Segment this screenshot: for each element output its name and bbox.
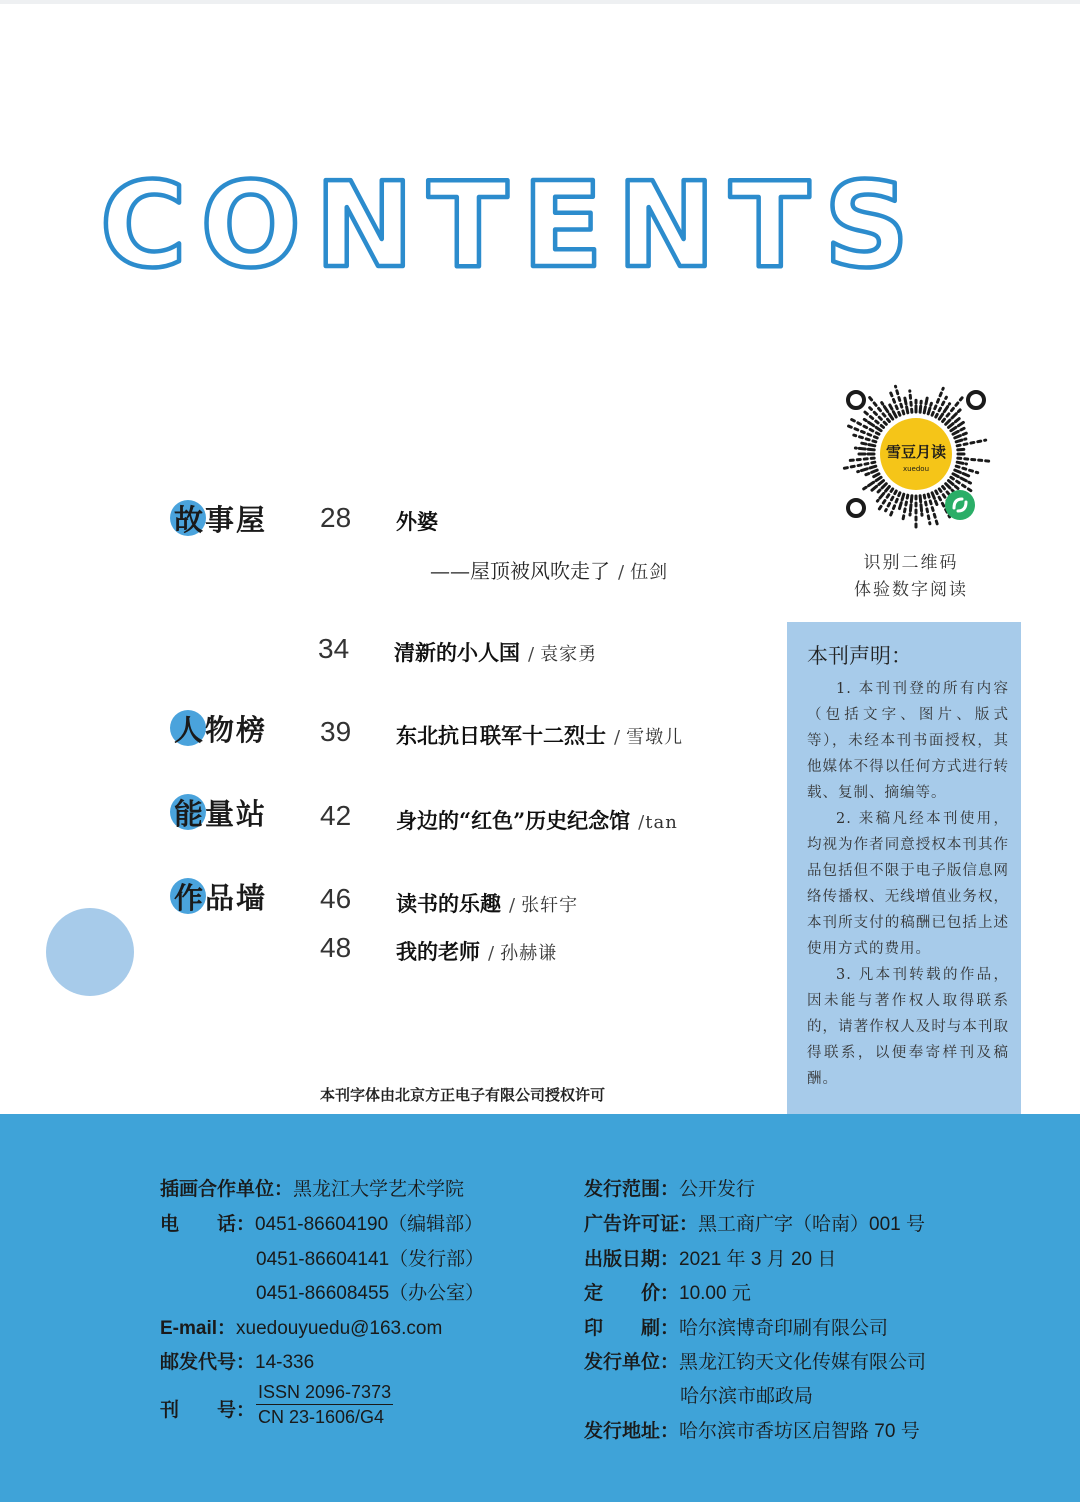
- issn-block: [256, 1382, 393, 1428]
- info-key: 广告许可证：: [584, 1214, 699, 1235]
- article-author: 袁家勇: [540, 644, 598, 665]
- info-value: 哈尔滨博奇印刷有限公司: [679, 1318, 889, 1339]
- info-value: 2021 年 3 月 20 日: [679, 1249, 837, 1270]
- declaration-paragraph: 1. 本刊刊登的所有内容（包括文字、图片、版式等），未经本刊书面授权，其他媒体不得以任何方式进行转载、复制、摘编等。: [807, 681, 1009, 801]
- issn-number: ISSN 2096-7373: [256, 1382, 393, 1405]
- article-title: 清新的小人国: [394, 640, 520, 665]
- info-key: 发行范围：: [584, 1179, 680, 1200]
- article-entry[interactable]: [396, 720, 683, 750]
- page-number: 28: [320, 502, 352, 533]
- info-value: 黑龙江大学艺术学院: [293, 1179, 465, 1200]
- qr-ray: [905, 398, 908, 413]
- info-value: 黑工商广字（哈南）001 号: [698, 1214, 925, 1235]
- publication-info-footer: [0, 1114, 1080, 1502]
- decorative-circle: [46, 908, 134, 996]
- article-author: 雪墩儿: [626, 727, 684, 748]
- distribution-scope-row: [584, 1174, 755, 1201]
- info-value: 0451-86604141（发行部）: [256, 1249, 485, 1270]
- ad-license-row: [584, 1209, 925, 1236]
- qr-ray: [924, 397, 927, 413]
- section-people: [170, 706, 267, 750]
- illustration-partner-row: [160, 1174, 464, 1201]
- info-value: 0451-86608455（办公室）: [256, 1283, 485, 1304]
- info-key: 出版日期：: [584, 1249, 680, 1270]
- info-value: 黑龙江钧天文化传媒有限公司: [679, 1352, 927, 1373]
- font-license-note: 本刊字体由北京方正电子有限公司授权许可: [320, 1087, 606, 1104]
- publisher-row: [584, 1347, 926, 1374]
- qr-logo-sub: xuedou: [902, 465, 930, 473]
- section-works-wall: [170, 874, 267, 918]
- article-title: 外婆: [396, 509, 438, 534]
- info-value: 哈尔滨市邮政局: [680, 1386, 814, 1407]
- qr-caption-line2: 体验数字阅读: [854, 580, 968, 600]
- section-label: 能量站: [174, 796, 268, 831]
- author-separator: /: [488, 943, 495, 964]
- page-number: 42: [320, 800, 352, 831]
- phone-row: [256, 1244, 484, 1271]
- section-label: 作品墙: [174, 880, 268, 915]
- email-link: xuedouyuedu@163.com: [236, 1318, 443, 1339]
- price-row: [584, 1278, 751, 1305]
- page-number: 48: [320, 932, 352, 963]
- article-subtitle-line: [430, 555, 668, 584]
- info-key: 刊 号：: [160, 1400, 256, 1421]
- article-author: 孙赫谦: [500, 943, 558, 964]
- qr-logo-text: 雪豆月读: [885, 443, 947, 461]
- email-row[interactable]: [160, 1313, 442, 1340]
- article-title: 读书的乐趣: [396, 891, 501, 916]
- qr-caption-line1: 识别二维码: [863, 553, 959, 573]
- wechat-mini-program-icon: [945, 490, 975, 520]
- author-separator: /: [638, 812, 645, 833]
- qr-finder-mark: [848, 392, 864, 408]
- info-value: 14-336: [255, 1352, 315, 1373]
- section-energy-station: [170, 790, 267, 834]
- qr-ray: [957, 462, 966, 464]
- phone-row: [256, 1278, 484, 1305]
- article-author: 伍剑: [630, 562, 669, 583]
- qr-ray: [848, 458, 875, 461]
- declaration-title: 本刊声明：: [807, 644, 912, 668]
- qr-ray: [958, 449, 966, 450]
- declaration-paragraph: 2. 来稿凡经本刊使用，均视为作者同意授权本刊其作品包括但不限于电子版信息网络传播权、无线增值业务权，本刊所支付的稿酬已包括上述使用方式的费用。: [807, 811, 1009, 957]
- info-key: 邮发代号：: [160, 1352, 256, 1373]
- qr-ray: [928, 403, 931, 414]
- top-edge-strip: [0, 0, 1080, 4]
- article-title: 东北抗日联军十二烈士: [396, 723, 606, 748]
- cn-number: CN 23-1606/G4: [258, 1407, 385, 1427]
- qr-ray: [924, 495, 930, 524]
- article-entry[interactable]: [396, 805, 678, 835]
- qr-ray: [889, 493, 900, 519]
- info-key: 电 话：: [160, 1214, 256, 1235]
- qr-ray: [862, 443, 875, 446]
- info-value: 哈尔滨市香坊区启智路 70 号: [679, 1421, 920, 1442]
- postal-code-row: [160, 1347, 314, 1374]
- article-title: 我的老师: [396, 939, 480, 964]
- info-key: 定 价：: [584, 1283, 680, 1304]
- qr-ray: [872, 474, 879, 478]
- article-title: 身边的“红色”历史纪念馆: [396, 808, 631, 833]
- info-key: 发行地址：: [584, 1421, 680, 1442]
- info-key: 发行单位：: [584, 1352, 680, 1373]
- declaration-paragraph: 3. 凡本刊转载的作品，因未能与著作权人取得联系的，请著作权人及时与本刊取得联系，以便奉寄样刊及稿酬。: [807, 967, 1009, 1087]
- section-story-house: [170, 496, 267, 540]
- info-key: E-mail：: [160, 1318, 237, 1339]
- info-value: 10.00 元: [679, 1283, 751, 1304]
- qr-ray: [920, 496, 922, 515]
- page-number: 34: [318, 633, 350, 664]
- section-label: 人物榜: [174, 712, 268, 747]
- page-number: 46: [320, 883, 352, 914]
- article-entry[interactable]: [396, 888, 578, 918]
- author-separator: /: [528, 644, 535, 665]
- qr-ray: [920, 401, 921, 412]
- printer-row: [584, 1313, 888, 1340]
- article-author: tan: [645, 812, 678, 833]
- address-row: [584, 1416, 920, 1443]
- article-entry[interactable]: [394, 637, 597, 667]
- section-label: 故事屋: [174, 502, 268, 537]
- qr-ray: [855, 448, 874, 450]
- author-separator: /: [618, 562, 625, 583]
- article-entry[interactable]: [396, 506, 438, 536]
- author-separator: /: [509, 895, 516, 916]
- article-author: 张轩宇: [521, 895, 579, 916]
- qr-ray: [958, 458, 990, 461]
- info-key: 印 刷：: [584, 1318, 680, 1339]
- qr-ray: [910, 391, 912, 412]
- phone-row: [160, 1209, 483, 1236]
- article-entry[interactable]: [396, 936, 557, 966]
- contents-title: [96, 160, 946, 280]
- qr-ray: [956, 439, 966, 442]
- issue-number-row: [160, 1395, 255, 1422]
- info-key: 插画合作单位：: [160, 1179, 294, 1200]
- author-separator: /: [614, 727, 621, 748]
- contents-title-text: CONTENTS: [100, 160, 923, 280]
- qr-finder-mark: [848, 500, 864, 516]
- declaration-box: [787, 622, 1021, 1114]
- publish-date-row: [584, 1244, 836, 1271]
- qr-ray: [854, 435, 876, 442]
- article-subtitle: ——屋顶被风吹走了: [430, 559, 610, 583]
- qr-code[interactable]: [836, 374, 996, 534]
- page-number: 39: [320, 716, 352, 747]
- qr-ray: [910, 496, 912, 515]
- qr-finder-mark: [968, 392, 984, 408]
- info-value: 0451-86604190（编辑部）: [255, 1214, 484, 1235]
- info-value: 公开发行: [679, 1179, 756, 1200]
- publisher-row: [680, 1381, 813, 1408]
